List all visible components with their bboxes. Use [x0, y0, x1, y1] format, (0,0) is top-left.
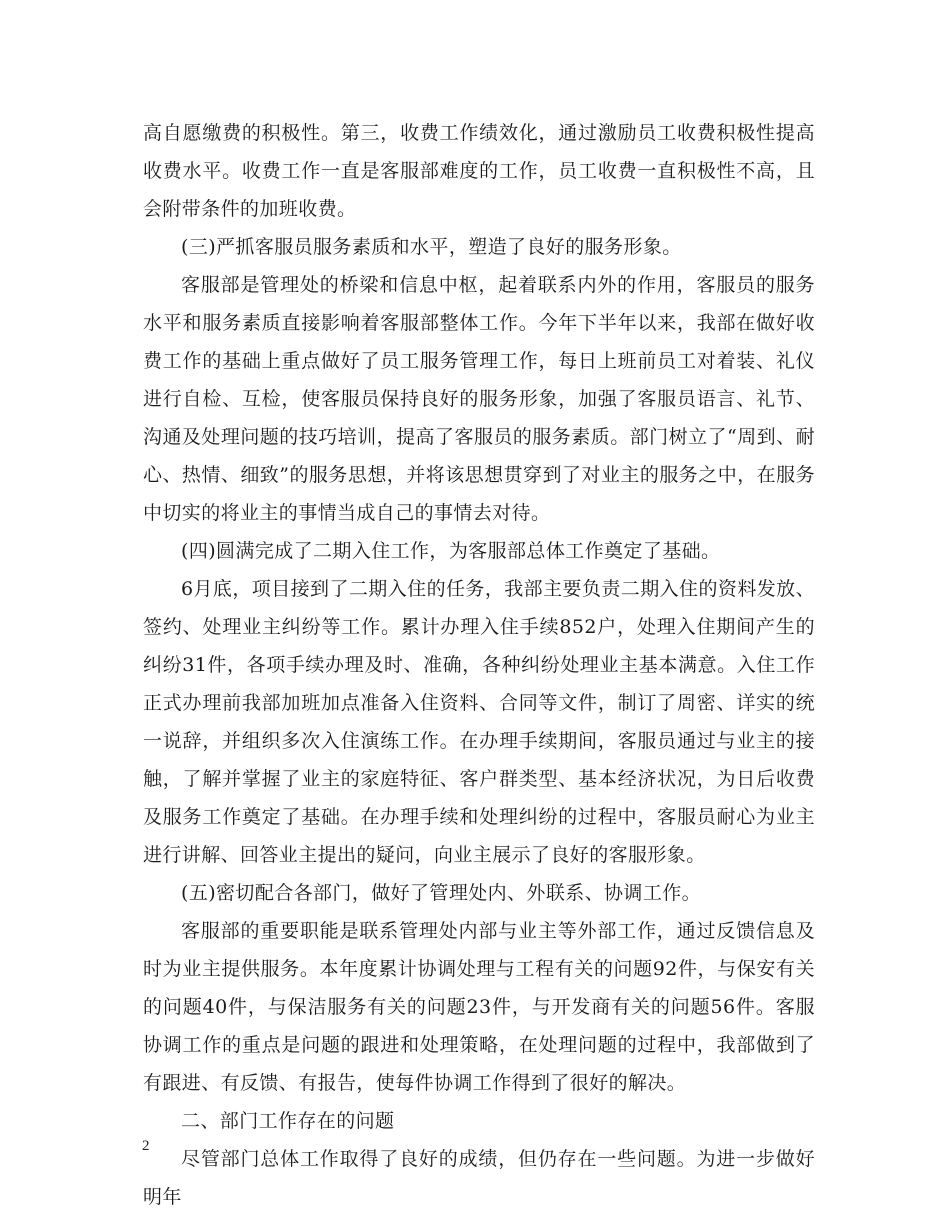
paragraph: 6月底，项目接到了二期入住的任务，我部主要负责二期入住的资料发放、签约、处理业主纠纷等工作。累计办理入住手续852户，处理入住期间产生的纠纷31件，各项手续办理及时、准确，各种纠纷处理业主基本满意。入住工作正式办理前我部加班加点准备入住资料、合同等文件，制订了周密、详实的统一说辞，并组织多次入住演练工作。在办理手续期间，客服员通过与业主的接触，了解并掌握了业主的家庭特征、客户群类型、基本经济状况，为日后收费及服务工作奠定了基础。在办理手续和处理纠纷的过程中，客服员耐心为业主进行讲解、回答业主提出的疑问，向业主展示了良好的客服形象。: [143, 578, 815, 866]
section-heading: (三)严抓客服员服务素质和水平，塑造了良好的服务形象。: [181, 236, 682, 258]
paragraph: 尽管部门总体工作取得了良好的成绩，但仍存在一些问题。为进一步做好明年: [143, 1148, 815, 1208]
paragraph: 客服部的重要职能是联系管理处内部与业主等外部工作，通过反馈信息及时为业主提供服务。本年度累计协调处理与工程有关的问题92件，与保安有关的问题40件，与保洁服务有关的问题23件，与开发商有关的问题56件。客服协调工作的重点是问题的跟进和处理策略，在处理问题的过程中，我部做到了有跟进、有反馈、有报告，使每件协调工作得到了很好的解决。: [143, 920, 815, 1094]
paragraph: 高自愿缴费的积极性。第三，收费工作绩效化，通过激励员工收费积极性提高收费水平。收费工作一直是客服部难度的工作，员工收费一直积极性不高，且会附带条件的加班收费。: [143, 122, 815, 220]
section-heading: (四)圆满完成了二期入住工作，为客服部总体工作奠定了基础。: [181, 540, 721, 562]
section-heading: 二、部门工作存在的问题: [181, 1110, 395, 1132]
paragraph: 客服部是管理处的桥梁和信息中枢，起着联系内外的作用，客服员的服务水平和服务素质直接影响着客服部整体工作。今年下半年以来，我部在做好收费工作的基础上重点做好了员工服务管理工作，每日上班前员工对着装、礼仪进行自检、互检，使客服员保持良好的服务形象，加强了客服员语言、礼节、沟通及处理问题的技巧培训，提高了客服员的服务素质。部门树立了“周到、耐心、热情、细致”的服务思想，并将该思想贯穿到了对业主的服务之中，在服务中切实的将业主的事情当成自己的事情去对待。: [143, 274, 815, 524]
document-body: [143, 114, 815, 1216]
page-number: 2: [142, 1138, 150, 1154]
section-heading: (五)密切配合各部门，做好了管理处内、外联系、协调工作。: [181, 882, 702, 904]
